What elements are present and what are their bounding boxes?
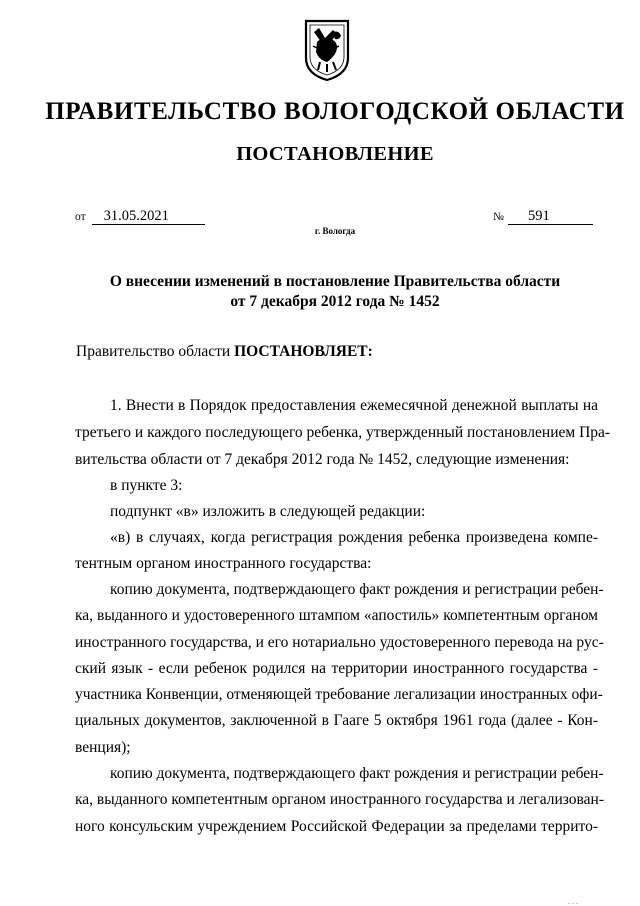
subject-line-2: от 7 декабря 2012 года № 1452 xyxy=(230,293,440,310)
government-title: ПРАВИТЕЛЬСТВО ВОЛОГОДСКОЙ ОБЛАСТИ xyxy=(45,98,625,125)
subject-line-1: О внесении изменений в постановление Правительства области xyxy=(109,273,561,290)
coat-of-arms-icon xyxy=(303,18,351,82)
body-line: подпункт «в» изложить в следующей редакции: xyxy=(110,503,426,520)
date-prefix: от xyxy=(75,211,86,223)
body-line: венция); xyxy=(75,739,131,756)
date-value: 31.05.2021 xyxy=(92,209,205,225)
city-label: г. Вологда xyxy=(314,226,356,236)
footer-mark: ... xyxy=(568,897,580,906)
body-line: циальных документов, заключенной в Гааге 5 октября 1961 года (далее - Кон- xyxy=(75,712,598,729)
body-line: иностранного государства, и его нотариально удостоверенного перевода на рус- xyxy=(75,634,604,651)
body-line: ский язык - если ребенок родился на территории иностранного государства - xyxy=(75,660,598,677)
body-line: участника Конвенции, отменяющей требование легализации иностранных офи- xyxy=(75,686,603,703)
body-line: вительства области от 7 декабря 2012 года № 1452, следующие изменения: xyxy=(75,451,570,468)
number-field xyxy=(493,208,593,225)
body-line: ного консульским учреждением Российской Федерации за пределами террито- xyxy=(75,818,598,835)
preamble xyxy=(76,343,373,361)
date-field xyxy=(75,208,205,225)
body-line: третьего и каждого последующего ребенка, утвержденный постановлением Пра- xyxy=(75,424,611,441)
preamble-decree-word: ПОСТАНОВЛЯЕТ: xyxy=(234,343,373,360)
body-line: «в) в случаях, когда регистрация рождения ребенка произведена компе- xyxy=(110,529,598,546)
number-prefix: № xyxy=(493,211,504,223)
preamble-text: Правительство области xyxy=(76,343,235,360)
body-line: 1. Внести в Порядок предоставления ежемесячной денежной выплаты на xyxy=(110,397,598,414)
body-line: ка, выданного компетентным органом иностранного государства и легализован- xyxy=(75,791,604,808)
body-line: ка, выданного и удостоверенного штампом «апостиль» компетентным органом xyxy=(75,607,598,624)
body-line: в пункте 3: xyxy=(110,477,183,494)
body-line: тентным органом иностранного государства: xyxy=(75,555,372,572)
document-subject xyxy=(60,272,610,312)
number-value: 591 xyxy=(508,209,593,225)
body-line: копию документа, подтверждающего факт рождения и регистрации ребен- xyxy=(110,765,604,782)
document-type: ПОСТАНОВЛЕНИЕ xyxy=(236,143,434,165)
body-line: копию документа, подтверждающего факт рождения и регистрации ребен- xyxy=(110,581,604,598)
